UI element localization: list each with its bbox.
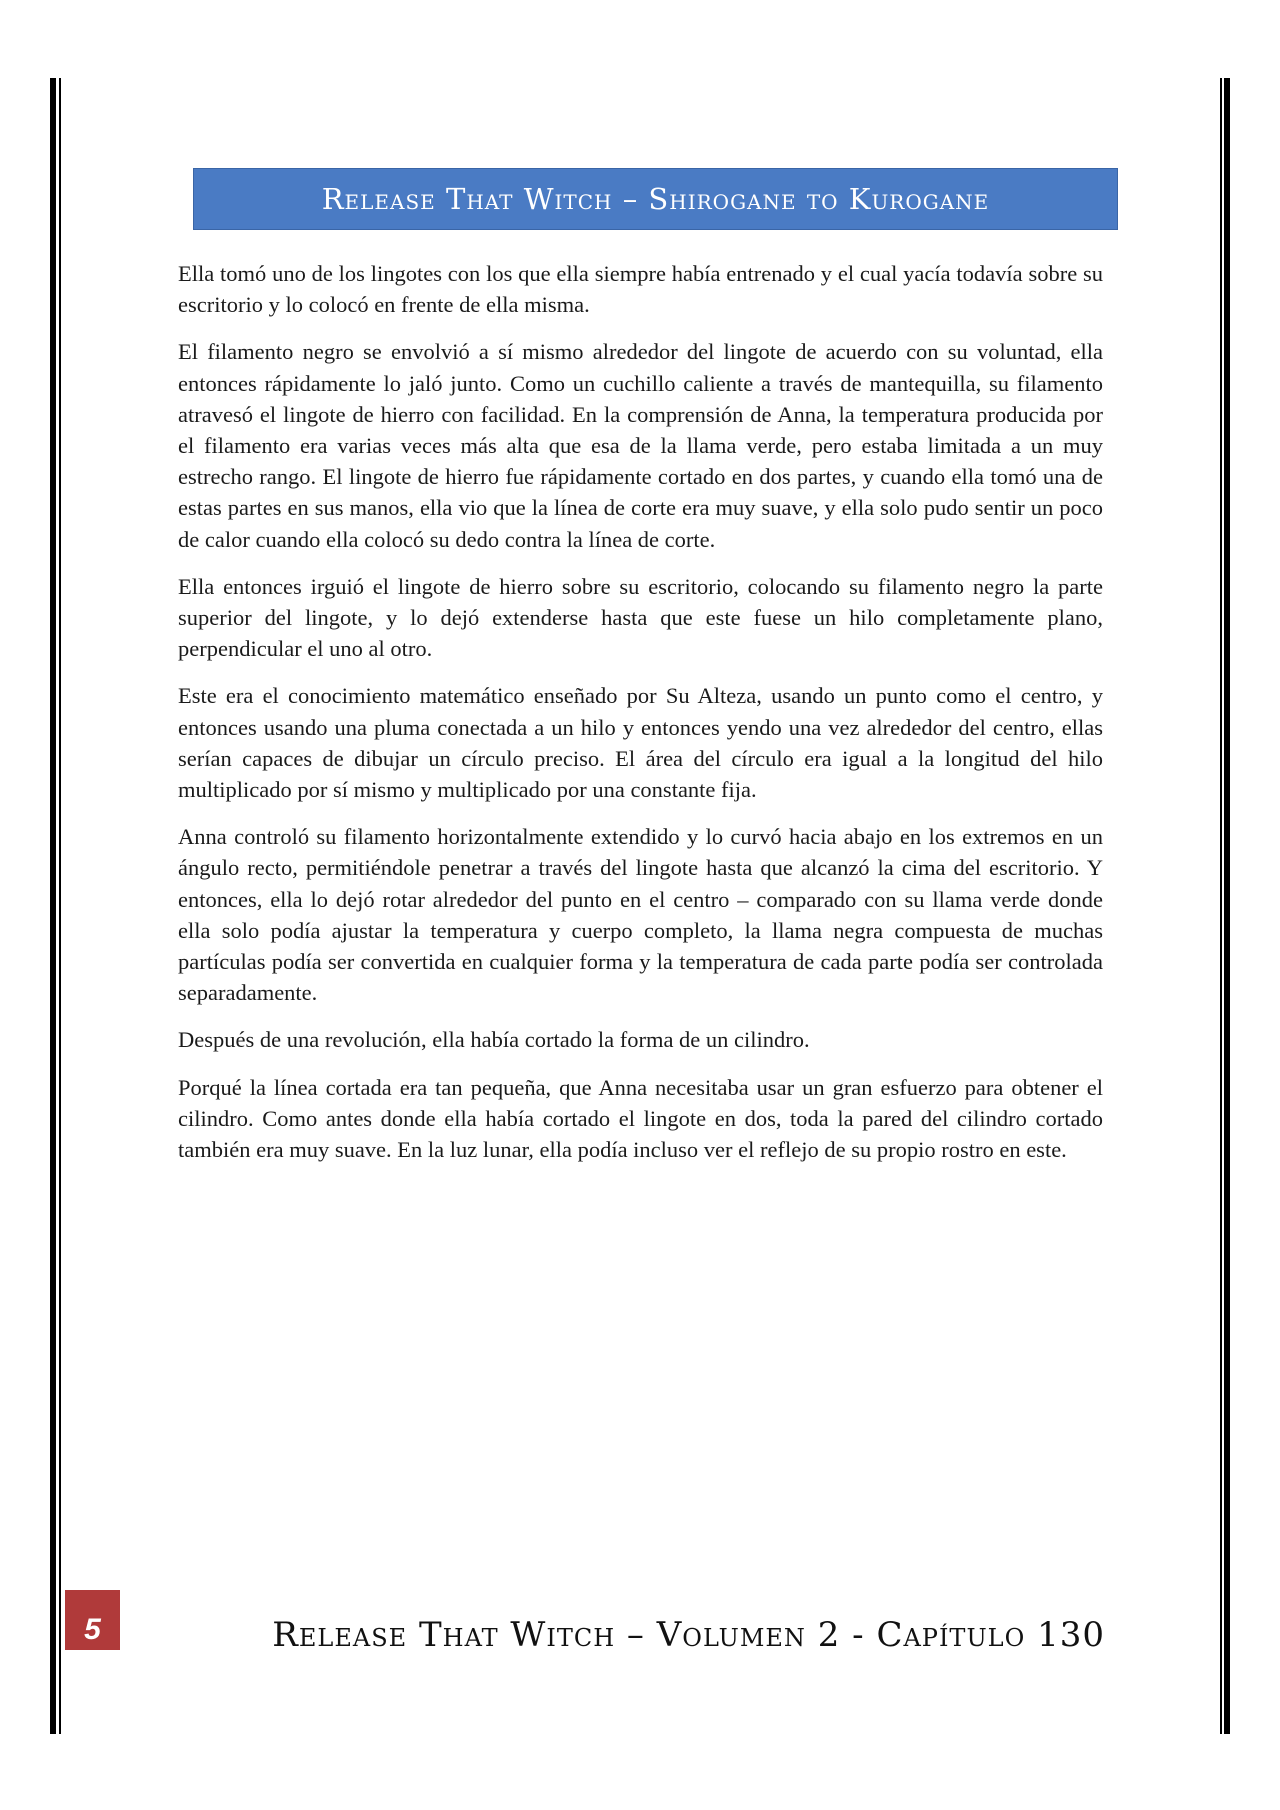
left-page-border [50,78,62,1734]
paragraph: Ella tomó uno de los lingotes con los que ella siempre había entrenado y el cual yacía todavía sobre su escritorio y lo colocó en frente de ella misma. [178,261,1103,318]
right-border-thick-line [1224,78,1230,1734]
page-number: 5 [84,1613,101,1646]
left-border-thin-line [59,78,61,1734]
paragraph: Porqué la línea cortada era tan pequeña, que Anna necesitaba usar un gran esfuerzo para obtener el cilindro. Como antes donde ella había cortado el lingote en dos, toda la pared del cilindro cortado también era muy suave. En la luz lunar, ella podía incluso ver el reflejo de su propio rostro en este. [178,1074,1103,1163]
paragraph: El filamento negro se envolvió a sí mismo alrededor del lingote de acuerdo con su voluntad, ella entonces rápidamente lo jaló junto. Como un cuchillo caliente a través de mantequilla, su filamento atravesó el lingote de hierro con facilidad. En la comprensión de Anna, la temperatura producida por el filamento era varias veces más alta que esa de la llama verde, pero estaba limitada a un muy estrecho rango. El lingote de hierro fue rápidamente cortado en dos partes, y cuando ella tomó una de estas partes en sus manos, ella vio que la línea de corte era muy suave, y ella solo pudo sentir un poco de calor cuando ella colocó su dedo contra la línea de corte. [178,339,1103,552]
page-number-badge [65,1590,120,1653]
header-title: Release That Witch – Shirogane to Kurogane [321,182,990,216]
header-banner [193,168,1118,230]
paragraph: Después de una revolución, ella había cortado la forma de un cilindro. [178,1027,810,1053]
paragraph: Anna controló su filamento horizontalmente extendido y lo curvó hacia abajo en los extremos en un ángulo recto, permitiéndole penetrar a través del lingote hasta que alcanzó la cima del escritorio. Y entonces, ella lo dejó rotar alrededor del punto en el centro – comparado con su llama verde donde ella solo podía ajustar la temperatura y cuerpo completo, la llama negra compuesta de muchas partículas podía ser convertida en cualquier forma y la temperatura de cada parte podía ser controlada separadamente. [178,824,1103,1006]
right-border-thin-line [1220,78,1222,1734]
page-number-underline [65,1650,120,1653]
footer-title: Release That Witch – Volumen 2 - Capítulo 130 [272,1615,1105,1655]
chapter-body [178,258,1103,1181]
paragraph: Este era el conocimiento matemático enseñado por Su Alteza, usando un punto como el centro, y entonces usando una pluma conectada a un hilo y entonces yendo una vez alrededor del centro, ellas serían capaces de dibujar un círculo preciso. El área del círculo era igual a la longitud del hilo multiplicado por sí mismo y multiplicado por una constante fija. [178,683,1103,803]
right-page-border [1220,78,1232,1734]
left-border-thick-line [50,78,56,1734]
paragraph: Ella entonces irguió el lingote de hierro sobre su escritorio, colocando su filamento negro la parte superior del lingote, y lo dejó extenderse hasta que este fuese un hilo completamente plano, perpendicular el uno al otro. [178,573,1103,662]
